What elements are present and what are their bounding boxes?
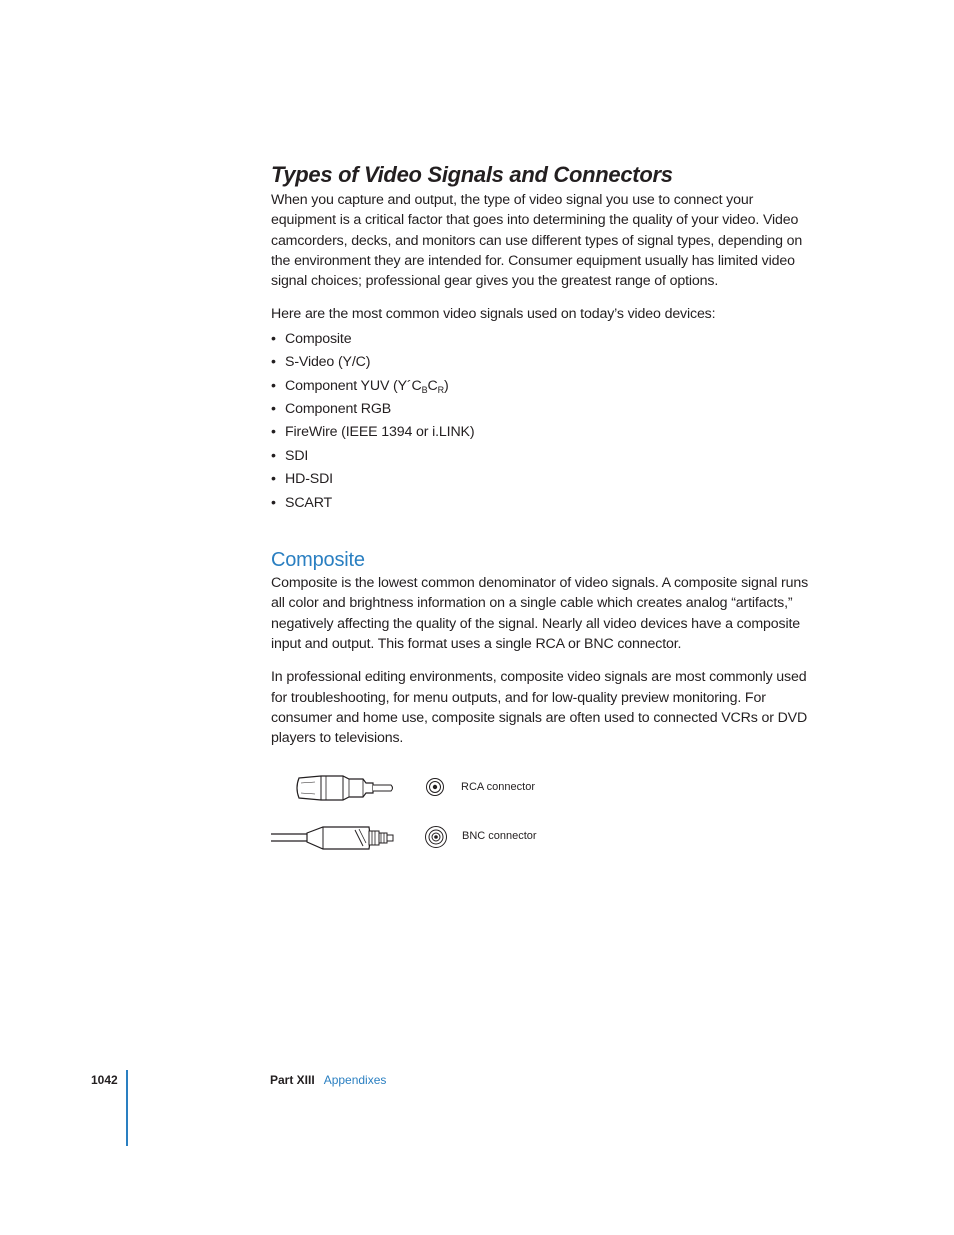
bullet-icon: • xyxy=(271,494,276,511)
bnc-connector-label: BNC connector xyxy=(462,830,537,843)
rca-jack-icon xyxy=(425,777,445,797)
footer-breadcrumb xyxy=(270,1073,386,1087)
bullet-icon: • xyxy=(271,424,276,441)
list-intro: Here are the most common video signals used on today’s video devices: xyxy=(271,306,716,323)
page-number: 1042 xyxy=(91,1073,118,1087)
bullet-icon: • xyxy=(271,330,276,347)
connector-figure xyxy=(271,768,819,878)
rca-plug-icon xyxy=(271,774,399,802)
list-item: • HD-SDI xyxy=(271,468,819,491)
rca-connector-label: RCA connector xyxy=(461,781,535,794)
page-title: Types of Video Signals and Connectors xyxy=(271,162,673,187)
list-item: • Component RGB xyxy=(271,398,819,421)
list-item: • FireWire (IEEE 1394 or i.LINK) xyxy=(271,421,819,444)
bullet-icon: • xyxy=(271,401,276,417)
list-item: • S-Video (Y/C) xyxy=(271,351,819,374)
list-item: • Composite xyxy=(271,328,819,351)
list-item: • SDI xyxy=(271,445,819,468)
composite-paragraph-1: Composite is the lowest common denominator of video signals. A composite signal runs all color and brightness information on a single cable which creates analog “artifacts,” negatively affecting the quality of the signal. Nearly all video devices have a composite input and output. This format uses a single RCA or BNC connector. xyxy=(271,575,809,652)
intro-paragraph: When you capture and output, the type of video signal you use to connect your equipment is a critical factor that goes into determining the quality of your video. Video camcorders, decks, and monitors can use different types of signal types, depending on the environment they are intended for. Consumer equipment usually has limited video signal choices; professional gear gives you the greatest range of options. xyxy=(271,192,803,290)
bullet-icon: • xyxy=(271,377,276,394)
section-title-composite: Composite xyxy=(271,549,365,572)
bnc-plug-icon xyxy=(271,823,399,853)
footer-section-link[interactable]: Appendixes xyxy=(323,1073,387,1087)
list-item: • Component YUV $(Y´C_BC_R)$ xyxy=(271,375,819,398)
footer-divider xyxy=(126,1070,128,1146)
footer-part: Part XIII xyxy=(270,1073,315,1087)
bullet-icon: • xyxy=(271,471,276,488)
bnc-jack-icon xyxy=(424,825,448,849)
list-item: • SCART xyxy=(271,492,819,515)
composite-paragraph-2: In professional editing environments, composite video signals are most commonly used for troubleshooting, for menu outputs, and for low-quality preview monitoring. For consumer and home use, composite signals are often used to connected VCRs or DVD players to televisions. xyxy=(271,669,808,747)
signal-list xyxy=(271,328,819,515)
bullet-icon: • xyxy=(271,447,276,464)
page-content xyxy=(271,160,819,878)
bullet-icon: • xyxy=(271,354,276,371)
